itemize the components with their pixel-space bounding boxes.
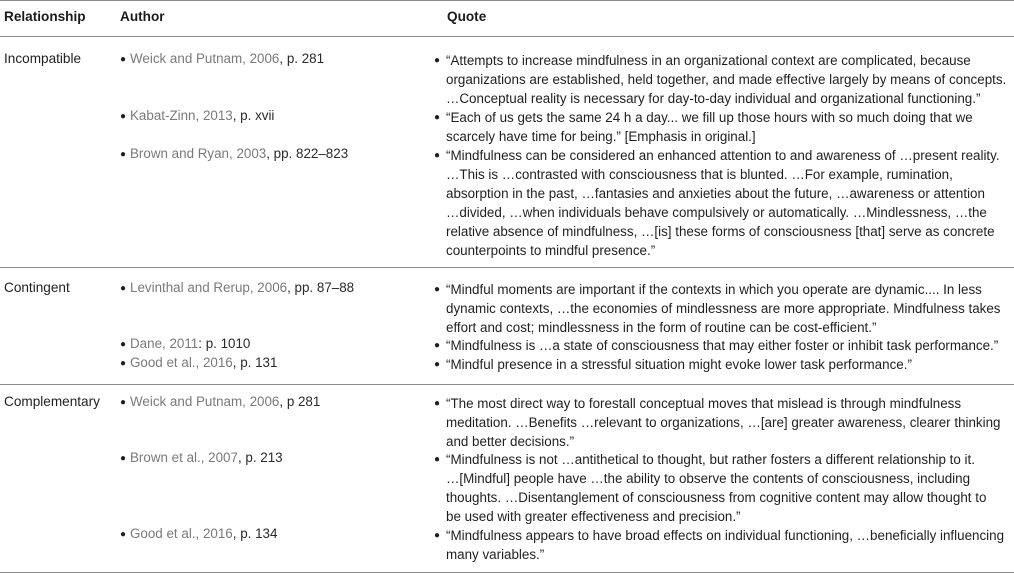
bullet-icon: ● bbox=[120, 397, 127, 408]
quote-cell bbox=[434, 394, 1009, 451]
citation-page: , p 281 bbox=[279, 394, 321, 409]
table-bottom-rule bbox=[0, 572, 1014, 573]
author-cell bbox=[120, 394, 320, 409]
quote-line: effort and cost; mindlessness in the form of routine can be cost-efficient.” bbox=[446, 320, 877, 335]
quote-line: organizations are established, held together, and made effective largely by means of concepts. bbox=[446, 72, 1007, 87]
quote-line: “The most direct way to forestall conceptual moves that mislead is through mindfulness bbox=[446, 396, 962, 411]
citation-page: , pp. 822–823 bbox=[266, 146, 349, 161]
citation-link[interactable]: Weick and Putnam, 2006 bbox=[130, 51, 280, 66]
quote-cell bbox=[434, 51, 1009, 108]
bullet-icon: ● bbox=[120, 283, 127, 294]
bullet-icon: ● bbox=[120, 358, 127, 369]
author-cell bbox=[120, 280, 354, 295]
header-quote: Quote bbox=[447, 9, 487, 24]
citation-page: : p. 1010 bbox=[198, 336, 251, 351]
bullet-icon: ● bbox=[120, 339, 127, 350]
quote-line: counterpoints to mindful presence.” bbox=[446, 243, 656, 258]
citation-link[interactable]: Brown and Ryan, 2003 bbox=[130, 146, 267, 161]
quote-line: thoughts. …Disentanglement of consciousness from cognitive content may allow thought to bbox=[446, 490, 987, 505]
quote-line: “Mindfulness is not …antithetical to thought, but rather fosters a different relationship to it. bbox=[446, 452, 975, 467]
quote-line: “Mindful moments are important if the contexts in which you operate are dynamic.... In less bbox=[446, 282, 982, 297]
bullet-icon: ● bbox=[120, 111, 127, 122]
citation-page: , p. 134 bbox=[232, 526, 278, 541]
quote-cell bbox=[434, 146, 1009, 260]
quote-line: “Mindful presence in a stressful situation might evoke lower task performance.” bbox=[446, 357, 912, 372]
quote-line: meditation. …Benefits …relevant to organizations, …[are] greater awareness, clearer thinking bbox=[446, 415, 1001, 430]
bullet-icon: ● bbox=[120, 453, 127, 464]
quote-cell bbox=[434, 355, 1009, 374]
quote-cell bbox=[434, 526, 1009, 564]
citation-page: , p. 131 bbox=[232, 355, 278, 370]
author-cell bbox=[120, 526, 277, 541]
quote-line: many variables.” bbox=[446, 547, 545, 562]
quote-cell bbox=[434, 280, 1009, 337]
bullet-icon: ● bbox=[120, 529, 127, 540]
bullet-icon: ● bbox=[434, 340, 441, 351]
bullet-icon: ● bbox=[120, 54, 127, 65]
quote-line: be used with greater effectiveness and precision.” bbox=[446, 509, 741, 524]
author-cell bbox=[120, 450, 283, 465]
table-top-rule bbox=[0, 0, 1014, 1]
header-author: Author bbox=[120, 9, 165, 24]
quote-line: …This is …contrasted with consciousness that is blunted. …For example, rumination, bbox=[446, 167, 953, 182]
author-cell bbox=[120, 108, 274, 123]
citation-page: , pp. 87–88 bbox=[287, 280, 355, 295]
bullet-icon: ● bbox=[120, 149, 127, 160]
quote-line: “Attempts to increase mindfulness in an organizational context are complicated, because bbox=[446, 53, 971, 68]
citation-link[interactable]: Brown et al., 2007 bbox=[130, 450, 238, 465]
group-divider bbox=[0, 384, 1014, 385]
quote-cell bbox=[434, 336, 1009, 355]
citation-link[interactable]: Dane, 2011 bbox=[130, 336, 199, 351]
quote-line: “Mindfulness appears to have broad effects on individual functioning, …beneficially influencing bbox=[446, 528, 1005, 543]
quote-line: scarcely have time for being.” [Emphasis in original.] bbox=[446, 129, 756, 144]
citation-link[interactable]: Good et al., 2016 bbox=[130, 355, 233, 370]
citation-link[interactable]: Levinthal and Rerup, 2006 bbox=[130, 280, 288, 295]
group-divider bbox=[0, 267, 1014, 268]
header-rule bbox=[0, 36, 1014, 37]
bullet-icon: ● bbox=[434, 530, 441, 541]
author-cell bbox=[120, 146, 348, 161]
bullet-icon: ● bbox=[434, 150, 441, 161]
author-cell bbox=[120, 336, 250, 351]
quote-line: “Mindfulness is …a state of consciousness that may either foster or inhibit task performance.” bbox=[446, 338, 999, 353]
quote-line: absorption in the past, …fantasies and anxieties about the future, …awareness or attention bbox=[446, 186, 985, 201]
bullet-icon: ● bbox=[434, 284, 441, 295]
author-cell bbox=[120, 355, 277, 370]
author-cell bbox=[120, 51, 324, 66]
quote-line: …[Mindful] people have …the ability to observe the contents of consciousness, including bbox=[446, 471, 971, 486]
bullet-icon: ● bbox=[434, 398, 441, 409]
relationship-label: Contingent bbox=[4, 280, 70, 295]
quote-line: …divided, …when individuals behave compulsively or automatically. …Mindlessness, …the bbox=[446, 205, 987, 220]
citation-link[interactable]: Kabat-Zinn, 2013 bbox=[130, 108, 233, 123]
quote-line: and better decisions.” bbox=[446, 434, 575, 449]
quote-cell bbox=[434, 450, 1009, 526]
citation-link[interactable]: Good et al., 2016 bbox=[130, 526, 233, 541]
header-relationship: Relationship bbox=[4, 9, 86, 24]
bullet-icon: ● bbox=[434, 359, 441, 370]
quote-line: “Mindfulness can be considered an enhanced attention to and awareness of …present reality. bbox=[446, 148, 1000, 163]
citation-page: , p. xvii bbox=[232, 108, 275, 123]
citation-link[interactable]: Weick and Putnam, 2006 bbox=[130, 394, 280, 409]
quote-line: …Conceptual reality is necessary for day-to-day individual and organizational functioning.” bbox=[446, 91, 981, 106]
quote-line: “Each of us gets the same 24 h a day... we fill up those hours with so much doing that we bbox=[446, 110, 973, 125]
quote-line: dynamic contexts, …the economies of mindlessness are more appropriate. Mindfulness takes bbox=[446, 301, 1001, 316]
quote-line: relative absence of mindfulness, …[is] these forms of consciousness [that] serve as concrete bbox=[446, 224, 995, 239]
bullet-icon: ● bbox=[434, 112, 441, 123]
citation-page: , p. 281 bbox=[279, 51, 325, 66]
quote-cell bbox=[434, 108, 1009, 146]
relationship-label: Complementary bbox=[4, 394, 100, 409]
bullet-icon: ● bbox=[434, 454, 441, 465]
relationship-label: Incompatible bbox=[4, 51, 82, 66]
citation-page: , p. 213 bbox=[237, 450, 283, 465]
bullet-icon: ● bbox=[434, 55, 441, 66]
